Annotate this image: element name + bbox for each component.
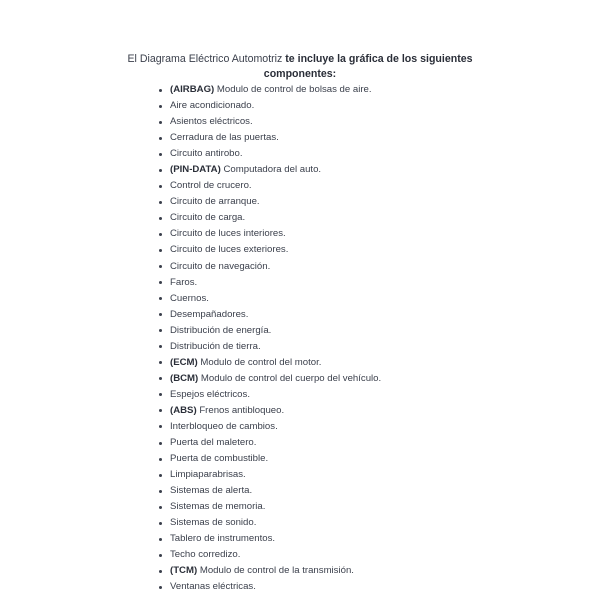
bullet-icon: [159, 474, 162, 477]
component-text: Modulo de control de la transmisión.: [197, 565, 354, 577]
bullet-icon: [159, 169, 162, 172]
component-text: Cuernos.: [170, 292, 209, 304]
bullet-icon: [159, 249, 162, 252]
bullet-icon: [159, 554, 162, 557]
bullet-icon: [159, 185, 162, 188]
component-text: Circuito de luces exteriores.: [170, 244, 289, 256]
component-text: Aire acondicionado.: [170, 100, 255, 112]
list-item: [158, 467, 381, 483]
component-text: Circuito de carga.: [170, 212, 246, 224]
list-item: [158, 114, 381, 130]
component-text: Sistemas de alerta.: [170, 485, 253, 497]
list-item: [158, 242, 381, 258]
bullet-icon: [159, 345, 162, 348]
component-text: Modulo de control de bolsas de aire.: [214, 84, 372, 95]
bullet-icon: [159, 265, 162, 268]
bullet-icon: [159, 217, 162, 220]
bullet-icon: [159, 281, 162, 284]
bullet-icon: [159, 105, 162, 108]
component-text: Espejos eléctricos.: [170, 388, 250, 400]
bullet-icon: [159, 313, 162, 316]
component-list: [158, 82, 381, 596]
list-item: [158, 515, 381, 531]
component-code: (ABS): [170, 404, 197, 416]
list-item: [158, 531, 381, 547]
bullet-icon: [159, 201, 162, 204]
list-item: [158, 162, 381, 178]
component-text: Desempañadores.: [170, 308, 249, 320]
list-item: [158, 194, 381, 210]
list-item: [158, 403, 381, 419]
component-text: Tablero de instrumentos.: [170, 533, 276, 545]
component-text: Distribución de energía.: [170, 324, 272, 336]
list-item: [158, 483, 381, 499]
bullet-icon: [159, 361, 162, 364]
list-item: [158, 98, 381, 114]
list-item: [158, 339, 381, 355]
list-item: [158, 210, 381, 226]
bullet-icon: [159, 570, 162, 573]
list-item: [158, 130, 381, 146]
component-text: Puerta de combustible.: [170, 453, 269, 465]
component-text: Interbloqueo de cambios.: [170, 420, 278, 432]
bullet-icon: [159, 329, 162, 332]
bullet-icon: [159, 393, 162, 396]
list-item: [158, 387, 381, 403]
component-text: Circuito antirobo.: [170, 148, 243, 160]
bullet-icon: [159, 442, 162, 445]
component-text: Circuito de arranque.: [170, 196, 260, 208]
bullet-icon: [159, 490, 162, 493]
component-text: Circuito de navegación.: [170, 260, 271, 272]
component-text: Frenos antibloqueo.: [196, 404, 285, 416]
intro-paragraph: [96, 52, 504, 82]
component-text: Limpiaparabrisas.: [170, 469, 246, 481]
intro-bold-text: te incluye la gráfica de los siguientes componentes:: [263, 52, 473, 80]
bullet-icon: [159, 297, 162, 300]
bullet-icon: [159, 522, 162, 525]
list-item: [158, 563, 381, 579]
list-item: [158, 323, 381, 339]
component-text: Control de crucero.: [170, 180, 252, 192]
list-item: [158, 275, 381, 291]
list-item: [158, 371, 381, 387]
list-item: [158, 419, 381, 435]
bullet-icon: [159, 153, 162, 156]
bullet-icon: [159, 233, 162, 236]
list-item: [158, 307, 381, 323]
component-text: Modulo de control del motor.: [197, 356, 322, 368]
component-text: Circuito de luces interiores.: [170, 228, 286, 240]
component-text: Distribución de tierra.: [170, 340, 261, 352]
bullet-icon: [159, 425, 162, 428]
list-item: [158, 146, 381, 162]
intro-text: El Diagrama Eléctrico Automotriz: [127, 52, 286, 65]
component-code: (BCM): [170, 372, 199, 384]
component-text: Sistemas de sonido.: [170, 517, 257, 529]
list-item: [158, 226, 381, 242]
list-item: [158, 259, 381, 275]
component-code: (TCM): [170, 565, 198, 577]
list-item: [158, 82, 381, 98]
component-code: (PIN-DATA): [170, 164, 221, 176]
component-text: Computadora del auto.: [220, 164, 322, 176]
list-item: [158, 355, 381, 371]
bullet-icon: [159, 137, 162, 140]
list-item: [158, 435, 381, 451]
component-code: (ECM): [170, 356, 198, 368]
list-item: [158, 291, 381, 307]
component-text: Modulo de control del cuerpo del vehículo.: [198, 372, 382, 384]
bullet-icon: [159, 121, 162, 124]
list-item: [158, 547, 381, 563]
component-text: Cerradura de las puertas.: [170, 132, 279, 144]
component-code: (AIRBAG): [170, 84, 215, 95]
component-text: Ventanas eléctricas.: [170, 581, 256, 593]
component-text: Faros.: [170, 276, 198, 288]
list-item: [158, 499, 381, 515]
bullet-icon: [159, 586, 162, 589]
list-item: [158, 178, 381, 194]
bullet-icon: [159, 89, 162, 92]
component-text: Techo corredizo.: [170, 549, 241, 561]
bullet-icon: [159, 377, 162, 380]
list-item: [158, 579, 381, 595]
bullet-icon: [159, 506, 162, 509]
bullet-icon: [159, 409, 162, 412]
bullet-icon: [159, 458, 162, 461]
list-item: [158, 451, 381, 467]
component-text: Asientos eléctricos.: [170, 116, 253, 128]
component-text: Sistemas de memoria.: [170, 501, 266, 513]
component-text: Puerta del maletero.: [170, 437, 257, 449]
bullet-icon: [159, 538, 162, 541]
